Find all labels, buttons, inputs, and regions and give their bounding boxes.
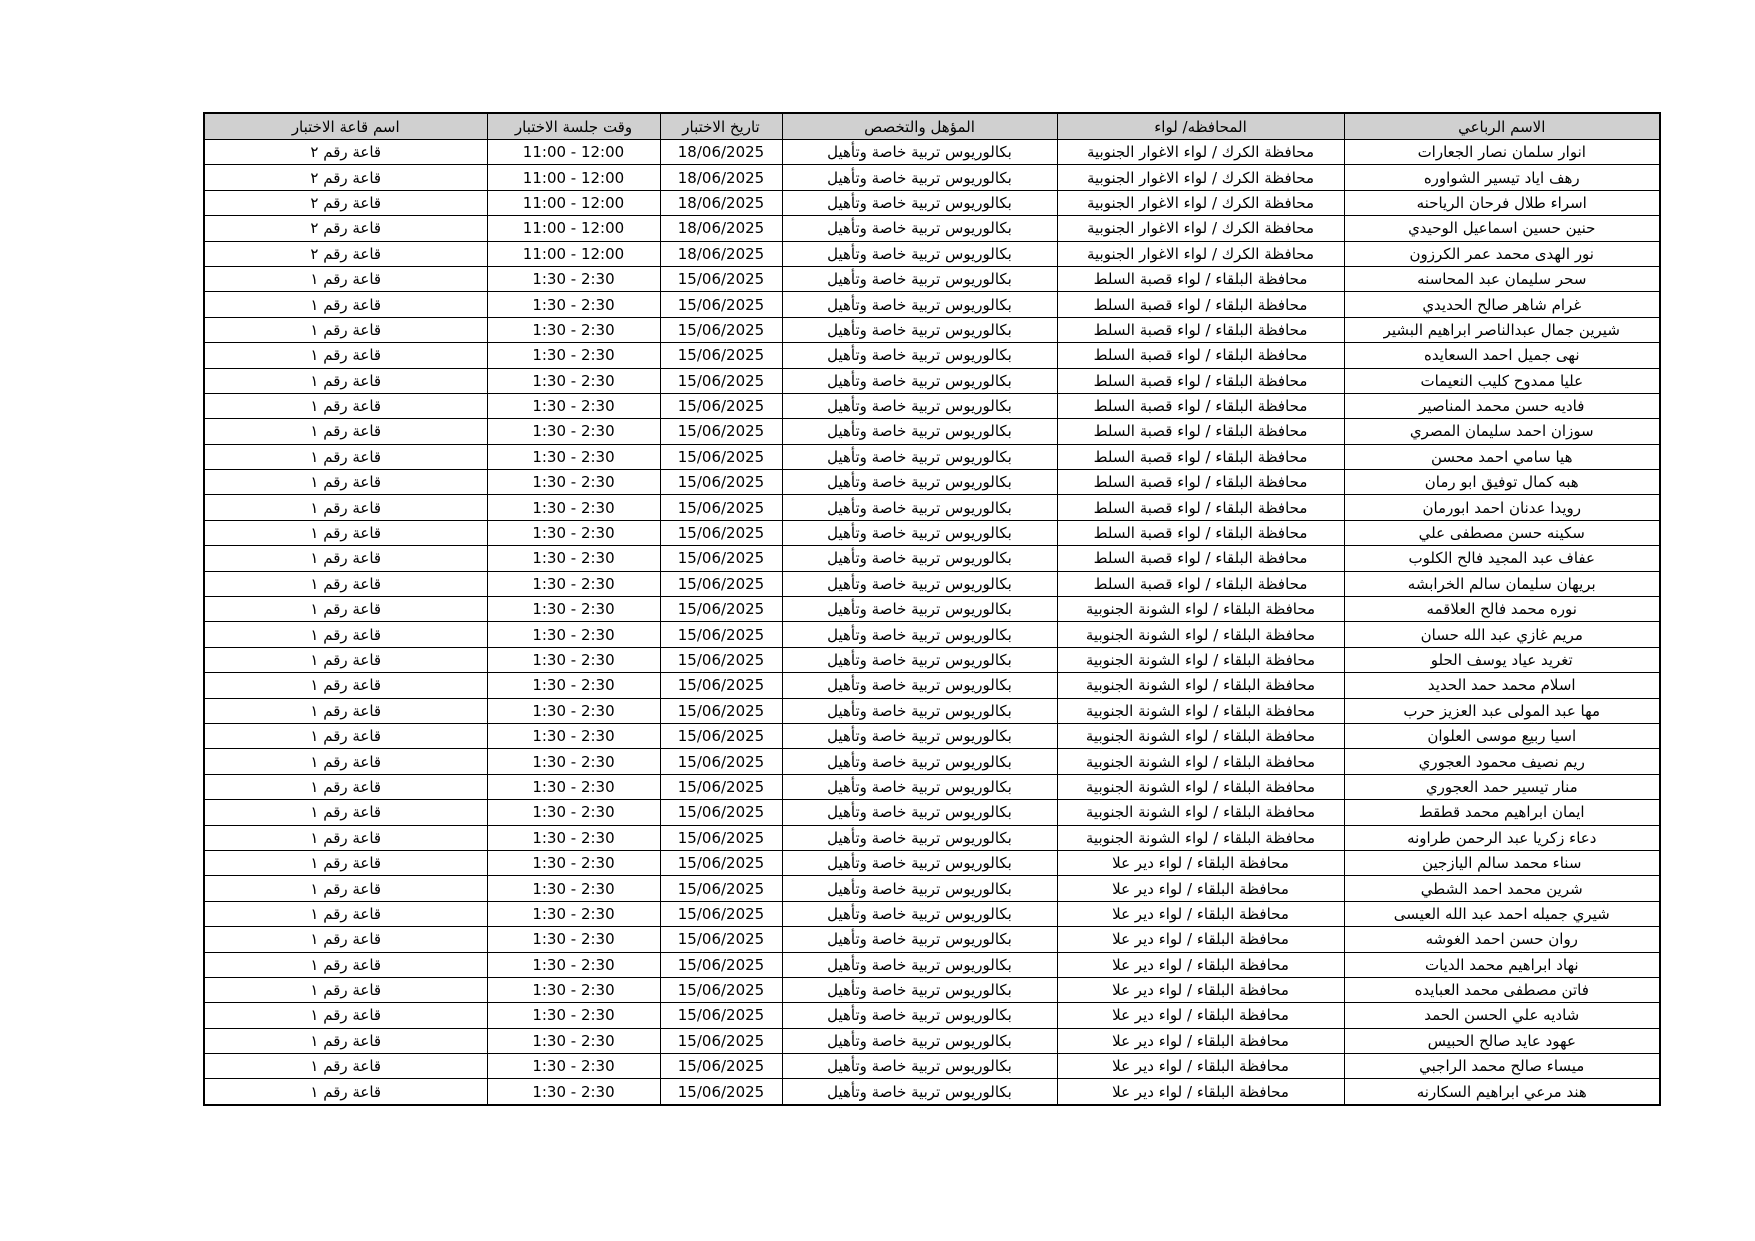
- governorate-cell: محافظة البلقاء / لواء الشونة الجنوبية: [1057, 597, 1344, 622]
- session-time-cell: 1:30 - 2:30: [487, 292, 660, 317]
- exam-date-cell: 15/06/2025: [660, 800, 782, 825]
- exam-hall-cell: قاعة رقم ١: [204, 1003, 487, 1028]
- session-time-cell: 1:30 - 2:30: [487, 800, 660, 825]
- session-time-cell: 1:30 - 2:30: [487, 520, 660, 545]
- governorate-cell: محافظة البلقاء / لواء دير علا: [1057, 850, 1344, 875]
- full-name-cell: هيا سامي احمد محسن: [1344, 444, 1660, 469]
- exam-hall-cell: قاعة رقم ١: [204, 1054, 487, 1079]
- full-name-cell: عليا ممدوح كليب النعيمات: [1344, 368, 1660, 393]
- full-name-cell: هند مرعي ابراهيم السكارنه: [1344, 1079, 1660, 1105]
- table-row: [204, 419, 1660, 444]
- full-name-cell: سحر سليمان عبد المحاسنه: [1344, 266, 1660, 291]
- exam-hall-cell: قاعة رقم ١: [204, 927, 487, 952]
- qualification-cell: بكالوريوس تربية خاصة وتأهيل: [782, 343, 1057, 368]
- table-row: [204, 927, 1660, 952]
- session-time-cell: 1:30 - 2:30: [487, 343, 660, 368]
- session-time-cell: 1:30 - 2:30: [487, 850, 660, 875]
- exam-date-cell: 15/06/2025: [660, 749, 782, 774]
- exam-hall-cell: قاعة رقم ١: [204, 597, 487, 622]
- full-name-cell: اسيا ربيع موسى العلوان: [1344, 723, 1660, 748]
- session-time-cell: 11:00 - 12:00: [487, 140, 660, 165]
- qualification-cell: بكالوريوس تربية خاصة وتأهيل: [782, 444, 1057, 469]
- qualification-cell: بكالوريوس تربية خاصة وتأهيل: [782, 698, 1057, 723]
- session-time-cell: 11:00 - 12:00: [487, 216, 660, 241]
- governorate-cell: محافظة البلقاء / لواء الشونة الجنوبية: [1057, 673, 1344, 698]
- governorate-cell: محافظة البلقاء / لواء الشونة الجنوبية: [1057, 622, 1344, 647]
- session-time-cell: 1:30 - 2:30: [487, 977, 660, 1002]
- governorate-cell: محافظة الكرك / لواء الاغوار الجنوبية: [1057, 140, 1344, 165]
- governorate-cell: محافظة البلقاء / لواء دير علا: [1057, 952, 1344, 977]
- exam-hall-cell: قاعة رقم ١: [204, 723, 487, 748]
- qualification-cell: بكالوريوس تربية خاصة وتأهيل: [782, 1003, 1057, 1028]
- exam-hall-cell: قاعة رقم ١: [204, 546, 487, 571]
- exam-hall-cell: قاعة رقم ٢: [204, 190, 487, 215]
- full-name-cell: نور الهدى محمد عمر الكرزون: [1344, 241, 1660, 266]
- exam-hall-cell: قاعة رقم ١: [204, 495, 487, 520]
- exam-date-cell: 15/06/2025: [660, 597, 782, 622]
- session-time-cell: 1:30 - 2:30: [487, 470, 660, 495]
- full-name-cell: رهف اياد تيسير الشواوره: [1344, 165, 1660, 190]
- governorate-cell: محافظة البلقاء / لواء قصبة السلط: [1057, 571, 1344, 596]
- table-row: [204, 571, 1660, 596]
- table-row: [204, 622, 1660, 647]
- session-time-cell: 1:30 - 2:30: [487, 952, 660, 977]
- exam-hall-cell: قاعة رقم ١: [204, 952, 487, 977]
- exam-hall-cell: قاعة رقم ١: [204, 622, 487, 647]
- qualification-cell: بكالوريوس تربية خاصة وتأهيل: [782, 470, 1057, 495]
- table-row: [204, 825, 1660, 850]
- exam-date-cell: 15/06/2025: [660, 1003, 782, 1028]
- session-time-cell: 1:30 - 2:30: [487, 673, 660, 698]
- governorate-cell: محافظة البلقاء / لواء دير علا: [1057, 1079, 1344, 1105]
- exam-hall-cell: قاعة رقم ١: [204, 800, 487, 825]
- exam-date-cell: 15/06/2025: [660, 774, 782, 799]
- exam-date-cell: 15/06/2025: [660, 850, 782, 875]
- header-full-name: الاسم الرباعي: [1344, 113, 1660, 140]
- table-row: [204, 723, 1660, 748]
- header-exam-hall: اسم قاعة الاختبار: [204, 113, 487, 140]
- exam-date-cell: 15/06/2025: [660, 520, 782, 545]
- governorate-cell: محافظة البلقاء / لواء قصبة السلط: [1057, 266, 1344, 291]
- table-row: [204, 368, 1660, 393]
- exam-schedule-sheet: [203, 112, 1659, 1106]
- full-name-cell: روان حسن احمد الغوشه: [1344, 927, 1660, 952]
- full-name-cell: تغريد عياد يوسف الحلو: [1344, 647, 1660, 672]
- exam-hall-cell: قاعة رقم ١: [204, 343, 487, 368]
- exam-date-cell: 15/06/2025: [660, 673, 782, 698]
- full-name-cell: فاتن مصطفى محمد العبايده: [1344, 977, 1660, 1002]
- exam-hall-cell: قاعة رقم ٢: [204, 140, 487, 165]
- session-time-cell: 1:30 - 2:30: [487, 876, 660, 901]
- table-row: [204, 1028, 1660, 1053]
- exam-date-cell: 18/06/2025: [660, 216, 782, 241]
- governorate-cell: محافظة الكرك / لواء الاغوار الجنوبية: [1057, 241, 1344, 266]
- qualification-cell: بكالوريوس تربية خاصة وتأهيل: [782, 419, 1057, 444]
- governorate-cell: محافظة البلقاء / لواء قصبة السلط: [1057, 546, 1344, 571]
- table-row: [204, 190, 1660, 215]
- governorate-cell: محافظة البلقاء / لواء دير علا: [1057, 977, 1344, 1002]
- qualification-cell: بكالوريوس تربية خاصة وتأهيل: [782, 495, 1057, 520]
- exam-date-cell: 15/06/2025: [660, 343, 782, 368]
- exam-hall-cell: قاعة رقم ٢: [204, 216, 487, 241]
- qualification-cell: بكالوريوس تربية خاصة وتأهيل: [782, 1054, 1057, 1079]
- table-row: [204, 444, 1660, 469]
- exam-date-cell: 15/06/2025: [660, 876, 782, 901]
- session-time-cell: 1:30 - 2:30: [487, 1079, 660, 1105]
- qualification-cell: بكالوريوس تربية خاصة وتأهيل: [782, 673, 1057, 698]
- governorate-cell: محافظة البلقاء / لواء دير علا: [1057, 1003, 1344, 1028]
- session-time-cell: 1:30 - 2:30: [487, 774, 660, 799]
- table-row: [204, 901, 1660, 926]
- table-row: [204, 952, 1660, 977]
- qualification-cell: بكالوريوس تربية خاصة وتأهيل: [782, 368, 1057, 393]
- exam-hall-cell: قاعة رقم ١: [204, 977, 487, 1002]
- exam-date-cell: 18/06/2025: [660, 165, 782, 190]
- table-row: [204, 850, 1660, 875]
- exam-date-cell: 15/06/2025: [660, 901, 782, 926]
- session-time-cell: 1:30 - 2:30: [487, 723, 660, 748]
- full-name-cell: اسلام محمد حمد الحديد: [1344, 673, 1660, 698]
- table-row: [204, 673, 1660, 698]
- full-name-cell: سناء محمد سالم اليازجين: [1344, 850, 1660, 875]
- qualification-cell: بكالوريوس تربية خاصة وتأهيل: [782, 266, 1057, 291]
- exam-date-cell: 15/06/2025: [660, 546, 782, 571]
- governorate-cell: محافظة البلقاء / لواء دير علا: [1057, 1028, 1344, 1053]
- governorate-cell: محافظة الكرك / لواء الاغوار الجنوبية: [1057, 165, 1344, 190]
- qualification-cell: بكالوريوس تربية خاصة وتأهيل: [782, 292, 1057, 317]
- session-time-cell: 1:30 - 2:30: [487, 622, 660, 647]
- governorate-cell: محافظة البلقاء / لواء دير علا: [1057, 1054, 1344, 1079]
- qualification-cell: بكالوريوس تربية خاصة وتأهيل: [782, 774, 1057, 799]
- qualification-cell: بكالوريوس تربية خاصة وتأهيل: [782, 622, 1057, 647]
- session-time-cell: 1:30 - 2:30: [487, 393, 660, 418]
- exam-date-cell: 15/06/2025: [660, 317, 782, 342]
- exam-hall-cell: قاعة رقم ٢: [204, 165, 487, 190]
- governorate-cell: محافظة البلقاء / لواء الشونة الجنوبية: [1057, 723, 1344, 748]
- governorate-cell: محافظة البلقاء / لواء الشونة الجنوبية: [1057, 647, 1344, 672]
- table-row: [204, 698, 1660, 723]
- exam-hall-cell: قاعة رقم ١: [204, 647, 487, 672]
- full-name-cell: شيرين جمال عبدالناصر ابراهيم البشير: [1344, 317, 1660, 342]
- exam-hall-cell: قاعة رقم ١: [204, 470, 487, 495]
- qualification-cell: بكالوريوس تربية خاصة وتأهيل: [782, 850, 1057, 875]
- governorate-cell: محافظة البلقاء / لواء قصبة السلط: [1057, 470, 1344, 495]
- exam-date-cell: 15/06/2025: [660, 495, 782, 520]
- full-name-cell: سكينه حسن مصطفى علي: [1344, 520, 1660, 545]
- table-row: [204, 393, 1660, 418]
- exam-date-cell: 15/06/2025: [660, 1054, 782, 1079]
- governorate-cell: محافظة الكرك / لواء الاغوار الجنوبية: [1057, 216, 1344, 241]
- exam-date-cell: 15/06/2025: [660, 470, 782, 495]
- governorate-cell: محافظة البلقاء / لواء الشونة الجنوبية: [1057, 698, 1344, 723]
- exam-date-cell: 15/06/2025: [660, 292, 782, 317]
- exam-hall-cell: قاعة رقم ١: [204, 749, 487, 774]
- session-time-cell: 1:30 - 2:30: [487, 825, 660, 850]
- table-row: [204, 1054, 1660, 1079]
- table-row: [204, 977, 1660, 1002]
- session-time-cell: 1:30 - 2:30: [487, 419, 660, 444]
- qualification-cell: بكالوريوس تربية خاصة وتأهيل: [782, 190, 1057, 215]
- qualification-cell: بكالوريوس تربية خاصة وتأهيل: [782, 927, 1057, 952]
- exam-date-cell: 15/06/2025: [660, 952, 782, 977]
- exam-date-cell: 15/06/2025: [660, 825, 782, 850]
- session-time-cell: 11:00 - 12:00: [487, 165, 660, 190]
- full-name-cell: شيري جميله احمد عبد الله العيسى: [1344, 901, 1660, 926]
- table-row: [204, 140, 1660, 165]
- exam-date-cell: 18/06/2025: [660, 241, 782, 266]
- qualification-cell: بكالوريوس تربية خاصة وتأهيل: [782, 216, 1057, 241]
- full-name-cell: ميساء صالح محمد الراجبي: [1344, 1054, 1660, 1079]
- full-name-cell: دعاء زكريا عبد الرحمن طراونه: [1344, 825, 1660, 850]
- qualification-cell: بكالوريوس تربية خاصة وتأهيل: [782, 800, 1057, 825]
- governorate-cell: محافظة البلقاء / لواء قصبة السلط: [1057, 343, 1344, 368]
- full-name-cell: سوزان احمد سليمان المصري: [1344, 419, 1660, 444]
- full-name-cell: فاديه حسن محمد المناصير: [1344, 393, 1660, 418]
- table-row: [204, 216, 1660, 241]
- exam-hall-cell: قاعة رقم ١: [204, 292, 487, 317]
- table-row: [204, 266, 1660, 291]
- header-governorate: المحافظه/ لواء: [1057, 113, 1344, 140]
- governorate-cell: محافظة البلقاء / لواء قصبة السلط: [1057, 419, 1344, 444]
- exam-hall-cell: قاعة رقم ١: [204, 774, 487, 799]
- session-time-cell: 11:00 - 12:00: [487, 190, 660, 215]
- governorate-cell: محافظة البلقاء / لواء قصبة السلط: [1057, 393, 1344, 418]
- session-time-cell: 1:30 - 2:30: [487, 368, 660, 393]
- qualification-cell: بكالوريوس تربية خاصة وتأهيل: [782, 317, 1057, 342]
- full-name-cell: ايمان ابراهيم محمد قطقط: [1344, 800, 1660, 825]
- governorate-cell: محافظة البلقاء / لواء قصبة السلط: [1057, 495, 1344, 520]
- qualification-cell: بكالوريوس تربية خاصة وتأهيل: [782, 749, 1057, 774]
- exam-hall-cell: قاعة رقم ١: [204, 1028, 487, 1053]
- governorate-cell: محافظة البلقاء / لواء دير علا: [1057, 876, 1344, 901]
- full-name-cell: شرين محمد احمد الشطي: [1344, 876, 1660, 901]
- qualification-cell: بكالوريوس تربية خاصة وتأهيل: [782, 571, 1057, 596]
- governorate-cell: محافظة البلقاء / لواء الشونة الجنوبية: [1057, 749, 1344, 774]
- qualification-cell: بكالوريوس تربية خاصة وتأهيل: [782, 1079, 1057, 1105]
- full-name-cell: ريم نصيف محمود العجوري: [1344, 749, 1660, 774]
- exam-date-cell: 15/06/2025: [660, 444, 782, 469]
- qualification-cell: بكالوريوس تربية خاصة وتأهيل: [782, 546, 1057, 571]
- exam-date-cell: 15/06/2025: [660, 368, 782, 393]
- table-row: [204, 343, 1660, 368]
- qualification-cell: بكالوريوس تربية خاصة وتأهيل: [782, 597, 1057, 622]
- full-name-cell: عهود عايد صالح الحبيس: [1344, 1028, 1660, 1053]
- governorate-cell: محافظة البلقاء / لواء الشونة الجنوبية: [1057, 800, 1344, 825]
- exam-hall-cell: قاعة رقم ١: [204, 876, 487, 901]
- exam-schedule-table: [203, 112, 1661, 1106]
- exam-hall-cell: قاعة رقم ١: [204, 698, 487, 723]
- full-name-cell: نهاد ابراهيم محمد الديات: [1344, 952, 1660, 977]
- session-time-cell: 1:30 - 2:30: [487, 698, 660, 723]
- governorate-cell: محافظة البلقاء / لواء دير علا: [1057, 901, 1344, 926]
- qualification-cell: بكالوريوس تربية خاصة وتأهيل: [782, 165, 1057, 190]
- governorate-cell: محافظة البلقاء / لواء قصبة السلط: [1057, 444, 1344, 469]
- exam-date-cell: 15/06/2025: [660, 698, 782, 723]
- exam-date-cell: 15/06/2025: [660, 723, 782, 748]
- table-row: [204, 546, 1660, 571]
- session-time-cell: 1:30 - 2:30: [487, 571, 660, 596]
- header-row: [204, 113, 1660, 140]
- governorate-cell: محافظة البلقاء / لواء دير علا: [1057, 927, 1344, 952]
- qualification-cell: بكالوريوس تربية خاصة وتأهيل: [782, 723, 1057, 748]
- governorate-cell: محافظة البلقاء / لواء قصبة السلط: [1057, 520, 1344, 545]
- header-exam-date: تاريخ الاختبار: [660, 113, 782, 140]
- governorate-cell: محافظة البلقاء / لواء قصبة السلط: [1057, 368, 1344, 393]
- session-time-cell: 1:30 - 2:30: [487, 749, 660, 774]
- header-session-time: وقت جلسة الاختبار: [487, 113, 660, 140]
- exam-hall-cell: قاعة رقم ١: [204, 825, 487, 850]
- exam-date-cell: 15/06/2025: [660, 393, 782, 418]
- table-row: [204, 876, 1660, 901]
- exam-date-cell: 18/06/2025: [660, 140, 782, 165]
- table-row: [204, 317, 1660, 342]
- full-name-cell: بريهان سليمان سالم الخرابشه: [1344, 571, 1660, 596]
- exam-hall-cell: قاعة رقم ١: [204, 317, 487, 342]
- full-name-cell: مها عبد المولى عبد العزيز حرب: [1344, 698, 1660, 723]
- exam-hall-cell: قاعة رقم ١: [204, 419, 487, 444]
- table-row: [204, 470, 1660, 495]
- governorate-cell: محافظة البلقاء / لواء قصبة السلط: [1057, 292, 1344, 317]
- exam-date-cell: 15/06/2025: [660, 927, 782, 952]
- exam-date-cell: 15/06/2025: [660, 1079, 782, 1105]
- governorate-cell: محافظة البلقاء / لواء الشونة الجنوبية: [1057, 774, 1344, 799]
- full-name-cell: نوره محمد فالح العلاقمه: [1344, 597, 1660, 622]
- exam-hall-cell: قاعة رقم ١: [204, 393, 487, 418]
- exam-date-cell: 15/06/2025: [660, 571, 782, 596]
- table-row: [204, 1003, 1660, 1028]
- full-name-cell: انوار سلمان نصار الجعارات: [1344, 140, 1660, 165]
- full-name-cell: اسراء طلال فرحان الرياحنه: [1344, 190, 1660, 215]
- table-row: [204, 292, 1660, 317]
- session-time-cell: 1:30 - 2:30: [487, 317, 660, 342]
- table-row: [204, 165, 1660, 190]
- full-name-cell: عفاف عبد المجيد فالح الكلوب: [1344, 546, 1660, 571]
- qualification-cell: بكالوريوس تربية خاصة وتأهيل: [782, 140, 1057, 165]
- exam-date-cell: 15/06/2025: [660, 266, 782, 291]
- exam-hall-cell: قاعة رقم ١: [204, 444, 487, 469]
- full-name-cell: غرام شاهر صالح الحديدي: [1344, 292, 1660, 317]
- table-row: [204, 1079, 1660, 1105]
- exam-hall-cell: قاعة رقم ١: [204, 673, 487, 698]
- exam-date-cell: 15/06/2025: [660, 977, 782, 1002]
- qualification-cell: بكالوريوس تربية خاصة وتأهيل: [782, 952, 1057, 977]
- header-qualification: المؤهل والتخصص: [782, 113, 1057, 140]
- exam-hall-cell: قاعة رقم ١: [204, 520, 487, 545]
- table-row: [204, 800, 1660, 825]
- qualification-cell: بكالوريوس تربية خاصة وتأهيل: [782, 876, 1057, 901]
- full-name-cell: هبه كمال توفيق ابو رمان: [1344, 470, 1660, 495]
- session-time-cell: 1:30 - 2:30: [487, 597, 660, 622]
- table-row: [204, 774, 1660, 799]
- exam-date-cell: 15/06/2025: [660, 647, 782, 672]
- table-row: [204, 749, 1660, 774]
- session-time-cell: 1:30 - 2:30: [487, 266, 660, 291]
- exam-hall-cell: قاعة رقم ١: [204, 571, 487, 596]
- qualification-cell: بكالوريوس تربية خاصة وتأهيل: [782, 901, 1057, 926]
- governorate-cell: محافظة البلقاء / لواء الشونة الجنوبية: [1057, 825, 1344, 850]
- full-name-cell: شاديه علي الحسن الحمد: [1344, 1003, 1660, 1028]
- qualification-cell: بكالوريوس تربية خاصة وتأهيل: [782, 241, 1057, 266]
- session-time-cell: 1:30 - 2:30: [487, 1003, 660, 1028]
- qualification-cell: بكالوريوس تربية خاصة وتأهيل: [782, 393, 1057, 418]
- session-time-cell: 1:30 - 2:30: [487, 901, 660, 926]
- session-time-cell: 1:30 - 2:30: [487, 1028, 660, 1053]
- exam-hall-cell: قاعة رقم ١: [204, 368, 487, 393]
- exam-date-cell: 15/06/2025: [660, 622, 782, 647]
- qualification-cell: بكالوريوس تربية خاصة وتأهيل: [782, 825, 1057, 850]
- full-name-cell: رويدا عدنان احمد ابورمان: [1344, 495, 1660, 520]
- full-name-cell: مريم غازي عبد الله حسان: [1344, 622, 1660, 647]
- full-name-cell: حنين حسين اسماعيل الوحيدي: [1344, 216, 1660, 241]
- table-row: [204, 647, 1660, 672]
- session-time-cell: 1:30 - 2:30: [487, 546, 660, 571]
- exam-hall-cell: قاعة رقم ١: [204, 266, 487, 291]
- exam-hall-cell: قاعة رقم ١: [204, 901, 487, 926]
- full-name-cell: منار تيسير حمد العجوري: [1344, 774, 1660, 799]
- table-row: [204, 241, 1660, 266]
- qualification-cell: بكالوريوس تربية خاصة وتأهيل: [782, 647, 1057, 672]
- exam-date-cell: 18/06/2025: [660, 190, 782, 215]
- qualification-cell: بكالوريوس تربية خاصة وتأهيل: [782, 520, 1057, 545]
- session-time-cell: 1:30 - 2:30: [487, 495, 660, 520]
- exam-date-cell: 15/06/2025: [660, 419, 782, 444]
- session-time-cell: 1:30 - 2:30: [487, 647, 660, 672]
- qualification-cell: بكالوريوس تربية خاصة وتأهيل: [782, 1028, 1057, 1053]
- table-row: [204, 597, 1660, 622]
- governorate-cell: محافظة البلقاء / لواء قصبة السلط: [1057, 317, 1344, 342]
- exam-hall-cell: قاعة رقم ١: [204, 850, 487, 875]
- full-name-cell: نهى جميل احمد السعايده: [1344, 343, 1660, 368]
- table-row: [204, 520, 1660, 545]
- table-row: [204, 495, 1660, 520]
- exam-hall-cell: قاعة رقم ١: [204, 1079, 487, 1105]
- exam-date-cell: 15/06/2025: [660, 1028, 782, 1053]
- governorate-cell: محافظة الكرك / لواء الاغوار الجنوبية: [1057, 190, 1344, 215]
- qualification-cell: بكالوريوس تربية خاصة وتأهيل: [782, 977, 1057, 1002]
- session-time-cell: 1:30 - 2:30: [487, 927, 660, 952]
- session-time-cell: 1:30 - 2:30: [487, 444, 660, 469]
- session-time-cell: 11:00 - 12:00: [487, 241, 660, 266]
- session-time-cell: 1:30 - 2:30: [487, 1054, 660, 1079]
- exam-hall-cell: قاعة رقم ٢: [204, 241, 487, 266]
